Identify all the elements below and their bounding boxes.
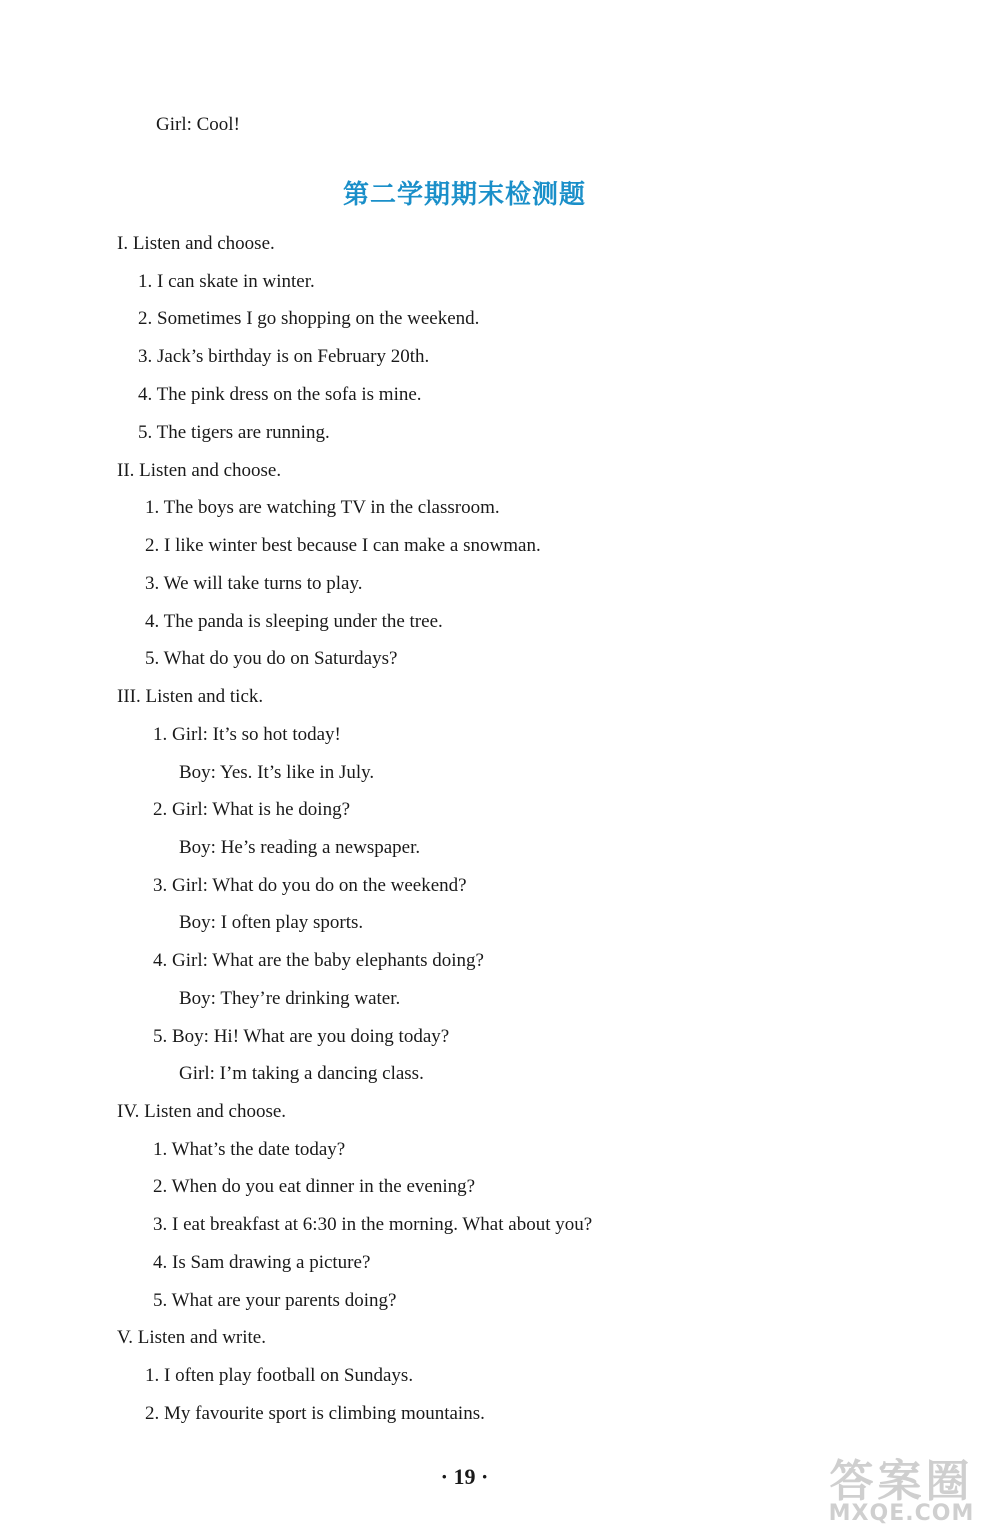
list-item: 4. The pink dress on the sofa is mine. bbox=[138, 384, 422, 405]
list-item: 2. I like winter best because I can make a snowman. bbox=[145, 535, 541, 556]
list-item: 2. When do you eat dinner in the evening? bbox=[153, 1176, 476, 1197]
dialogue-line: 1. Girl: It’s so hot today! bbox=[153, 724, 341, 745]
watermark-logo-text: 答案圈 bbox=[829, 1456, 974, 1507]
section-heading: I. Listen and choose. bbox=[117, 233, 275, 254]
top-line: Girl: Cool! bbox=[156, 114, 240, 135]
list-item: 2. My favourite sport is climbing mountains. bbox=[145, 1403, 485, 1424]
list-item: 1. The boys are watching TV in the classroom. bbox=[145, 497, 500, 518]
section-heading: III. Listen and tick. bbox=[117, 686, 264, 707]
list-item: 4. Is Sam drawing a picture? bbox=[153, 1252, 371, 1273]
section-heading: II. Listen and choose. bbox=[117, 460, 282, 481]
watermark bbox=[814, 1445, 989, 1530]
page-number: · 19 · bbox=[440, 1464, 489, 1489]
watermark-url: MXQE.COM bbox=[828, 1501, 975, 1526]
dialogue-line: Boy: He’s reading a newspaper. bbox=[179, 837, 421, 858]
list-item: 5. What do you do on Saturdays? bbox=[145, 648, 398, 669]
dialogue-line: Boy: They’re drinking water. bbox=[179, 988, 401, 1009]
page-title: 第二学期期末检测题 bbox=[342, 180, 586, 210]
list-item: 1. I can skate in winter. bbox=[138, 271, 315, 292]
section-heading: V. Listen and write. bbox=[117, 1327, 266, 1348]
dialogue-line: Boy: Yes. It’s like in July. bbox=[179, 762, 375, 783]
list-item: 3. We will take turns to play. bbox=[145, 573, 363, 594]
dialogue-line: 4. Girl: What are the baby elephants doing? bbox=[153, 950, 484, 971]
dialogue-line: 3. Girl: What do you do on the weekend? bbox=[153, 875, 467, 896]
list-item: 3. I eat breakfast at 6:30 in the morning. What about you? bbox=[153, 1214, 593, 1235]
list-item: 1. What’s the date today? bbox=[153, 1139, 346, 1160]
dialogue-line: 5. Boy: Hi! What are you doing today? bbox=[153, 1026, 450, 1047]
dialogue-line: Boy: I often play sports. bbox=[179, 912, 364, 933]
section-heading: IV. Listen and choose. bbox=[117, 1101, 287, 1122]
list-item: 4. The panda is sleeping under the tree. bbox=[145, 611, 443, 632]
list-item: 5. The tigers are running. bbox=[138, 422, 330, 443]
list-item: 3. Jack’s birthday is on February 20th. bbox=[138, 346, 430, 367]
list-item: 1. I often play football on Sundays. bbox=[145, 1365, 414, 1386]
dialogue-line: Girl: I’m taking a dancing class. bbox=[179, 1063, 424, 1084]
list-item: 5. What are your parents doing? bbox=[153, 1290, 397, 1311]
list-item: 2. Sometimes I go shopping on the weekend. bbox=[138, 308, 480, 329]
dialogue-line: 2. Girl: What is he doing? bbox=[153, 799, 351, 820]
